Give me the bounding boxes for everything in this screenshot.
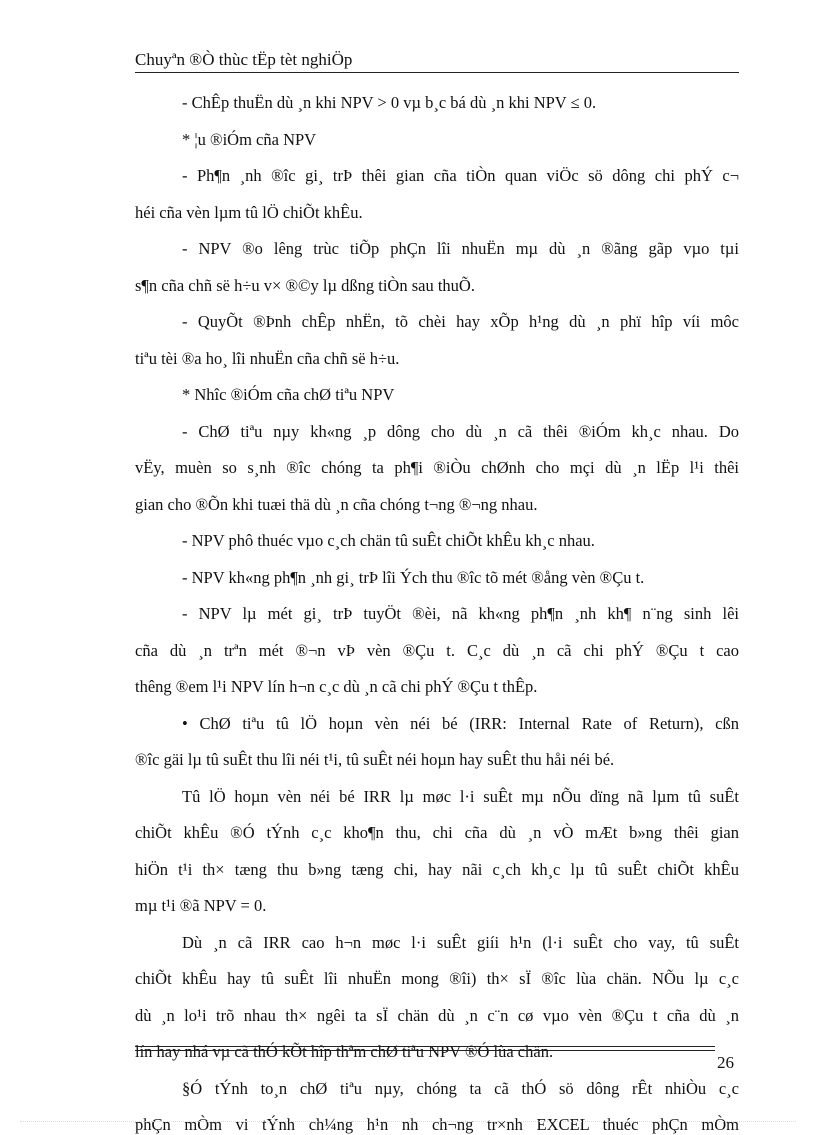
text-line: s¶n cña chñ së h÷u v× ®©y lµ dßng tiÒn sau thuÕ. [135, 276, 475, 295]
text-line: - ChØ tiªu nµy kh«ng ¸p dông cho dù ¸n cã thêi ®iÓm kh¸c nhau. Do [182, 422, 739, 441]
text-line: - ChÊp thuËn dù ¸n khi NPV > 0 vµ b¸c bá dù ¸n khi NPV ≤ 0. [182, 93, 597, 112]
text-line: mµ t¹i ®ã NPV = 0. [135, 896, 267, 915]
text-line: thêng ®em l¹i NPV lín h¬n c¸c dù ¸n cã chi phÝ ®Çu t thÊp. [135, 677, 538, 696]
text-line: • ChØ tiªu tû lÖ hoµn vèn néi bé (IRR: Internal Rate of Return), cßn [182, 714, 739, 733]
text-line: * Nhîc ®iÓm cña chØ tiªu NPV [182, 385, 395, 404]
footer-rule [135, 1046, 715, 1047]
page-bottom-border [20, 1121, 796, 1122]
text-line: chiÕt khÊu hay tû suÊt lîi nhuËn mong ®îi) th× sÏ ®îc lùa chän. NÕu lµ c¸c [135, 969, 739, 988]
text-line: - NPV kh«ng ph¶n ¸nh gi¸ trÞ lîi Ých thu ®îc tõ mét ®ång vèn ®Çu t. [182, 568, 645, 587]
page-header-title: Chuyªn ®Ò thùc tËp tèt nghiÖp [135, 50, 353, 69]
text-line: vËy, muèn so s¸nh ®îc chóng ta ph¶i ®iÒu chØnh cho mçi dù ¸n lËp l¹i thêi [135, 458, 739, 477]
text-line: lín hay nhá vµ cã thÓ kÕt hîp thªm chØ tiªu NPV ®Ó lùa chän. [135, 1042, 554, 1061]
page-number: 26 [717, 1053, 734, 1072]
text-line: Dù ¸n cã IRR cao h¬n møc l·i suÊt giíi h¹n (l·i suÊt cho vay, tû suÊt [182, 933, 739, 952]
text-line: * ¦u ®iÓm cña NPV [182, 130, 317, 149]
text-line: cña dù ¸n trªn mét ®¬n vÞ vèn ®Çu t. C¸c dù ¸n cã chi phÝ ®Çu t cao [135, 641, 739, 660]
text-line: ®îc gäi lµ tû suÊt thu lîi néi t¹i, tû suÊt néi hoµn hay suÊt thu håi néi bé. [135, 750, 615, 769]
text-line: héi cña vèn lµm tû lÖ chiÕt khÊu. [135, 203, 363, 222]
text-line: gian cho ®Õn khi tuæi thä dù ¸n cña chóng t¬ng ®¬ng nhau. [135, 495, 538, 514]
text-line: hiÖn t¹i th× tæng thu b»ng tæng chi, hay nãi c¸ch kh¸c lµ tû suÊt chiÕt khÊu [135, 860, 739, 879]
text-line: - NPV phô thuéc vµo c¸ch chän tû suÊt chiÕt khÊu kh¸c nhau. [182, 531, 595, 550]
header-rule [135, 72, 739, 73]
text-line: tiªu tèi ®a ho¸ lîi nhuËn cña chñ së h÷u. [135, 349, 400, 368]
text-line: - NPV lµ mét gi¸ trÞ tuyÖt ®èi, nã kh«ng ph¶n ¸nh kh¶ n¨ng sinh lêi [182, 604, 739, 623]
text-line: - QuyÕt ®Þnh chÊp nhËn, tõ chèi hay xÕp h¹ng dù ¸n phï hîp víi môc [182, 312, 739, 331]
text-line: - NPV ®o lêng trùc tiÕp phÇn lîi nhuËn mµ dù ¸n ®ãng gãp vµo tµi [182, 239, 739, 258]
text-line: dù ¸n lo¹i trõ nhau th× ngêi ta sÏ chän dù ¸n c¨n cø vµo vèn ®Çu t cña dù ¸n [135, 1006, 739, 1025]
text-line: §Ó tÝnh to¸n chØ tiªu nµy, chóng ta cã thÓ sö dông rÊt nhiÒu c¸c [182, 1079, 739, 1098]
text-line: chiÕt khÊu ®Ó tÝnh c¸c kho¶n thu, chi cña dù ¸n vÒ mÆt b»ng thêi gian [135, 823, 739, 842]
footer-rule [135, 1050, 715, 1051]
text-line: - Ph¶n ¸nh ®îc gi¸ trÞ thêi gian cña tiÒn quan viÖc sö dông chi phÝ c¬ [182, 166, 739, 185]
text-line: Tû lÖ hoµn vèn néi bé IRR lµ møc l·i suÊt mµ nÕu dïng nã lµm tû suÊt [182, 787, 739, 806]
text-line: phÇn mÒm vi tÝnh ch¼ng h¹n nh ch¬ng tr×nh EXCEL thuéc phÇn mÒm [135, 1115, 739, 1134]
